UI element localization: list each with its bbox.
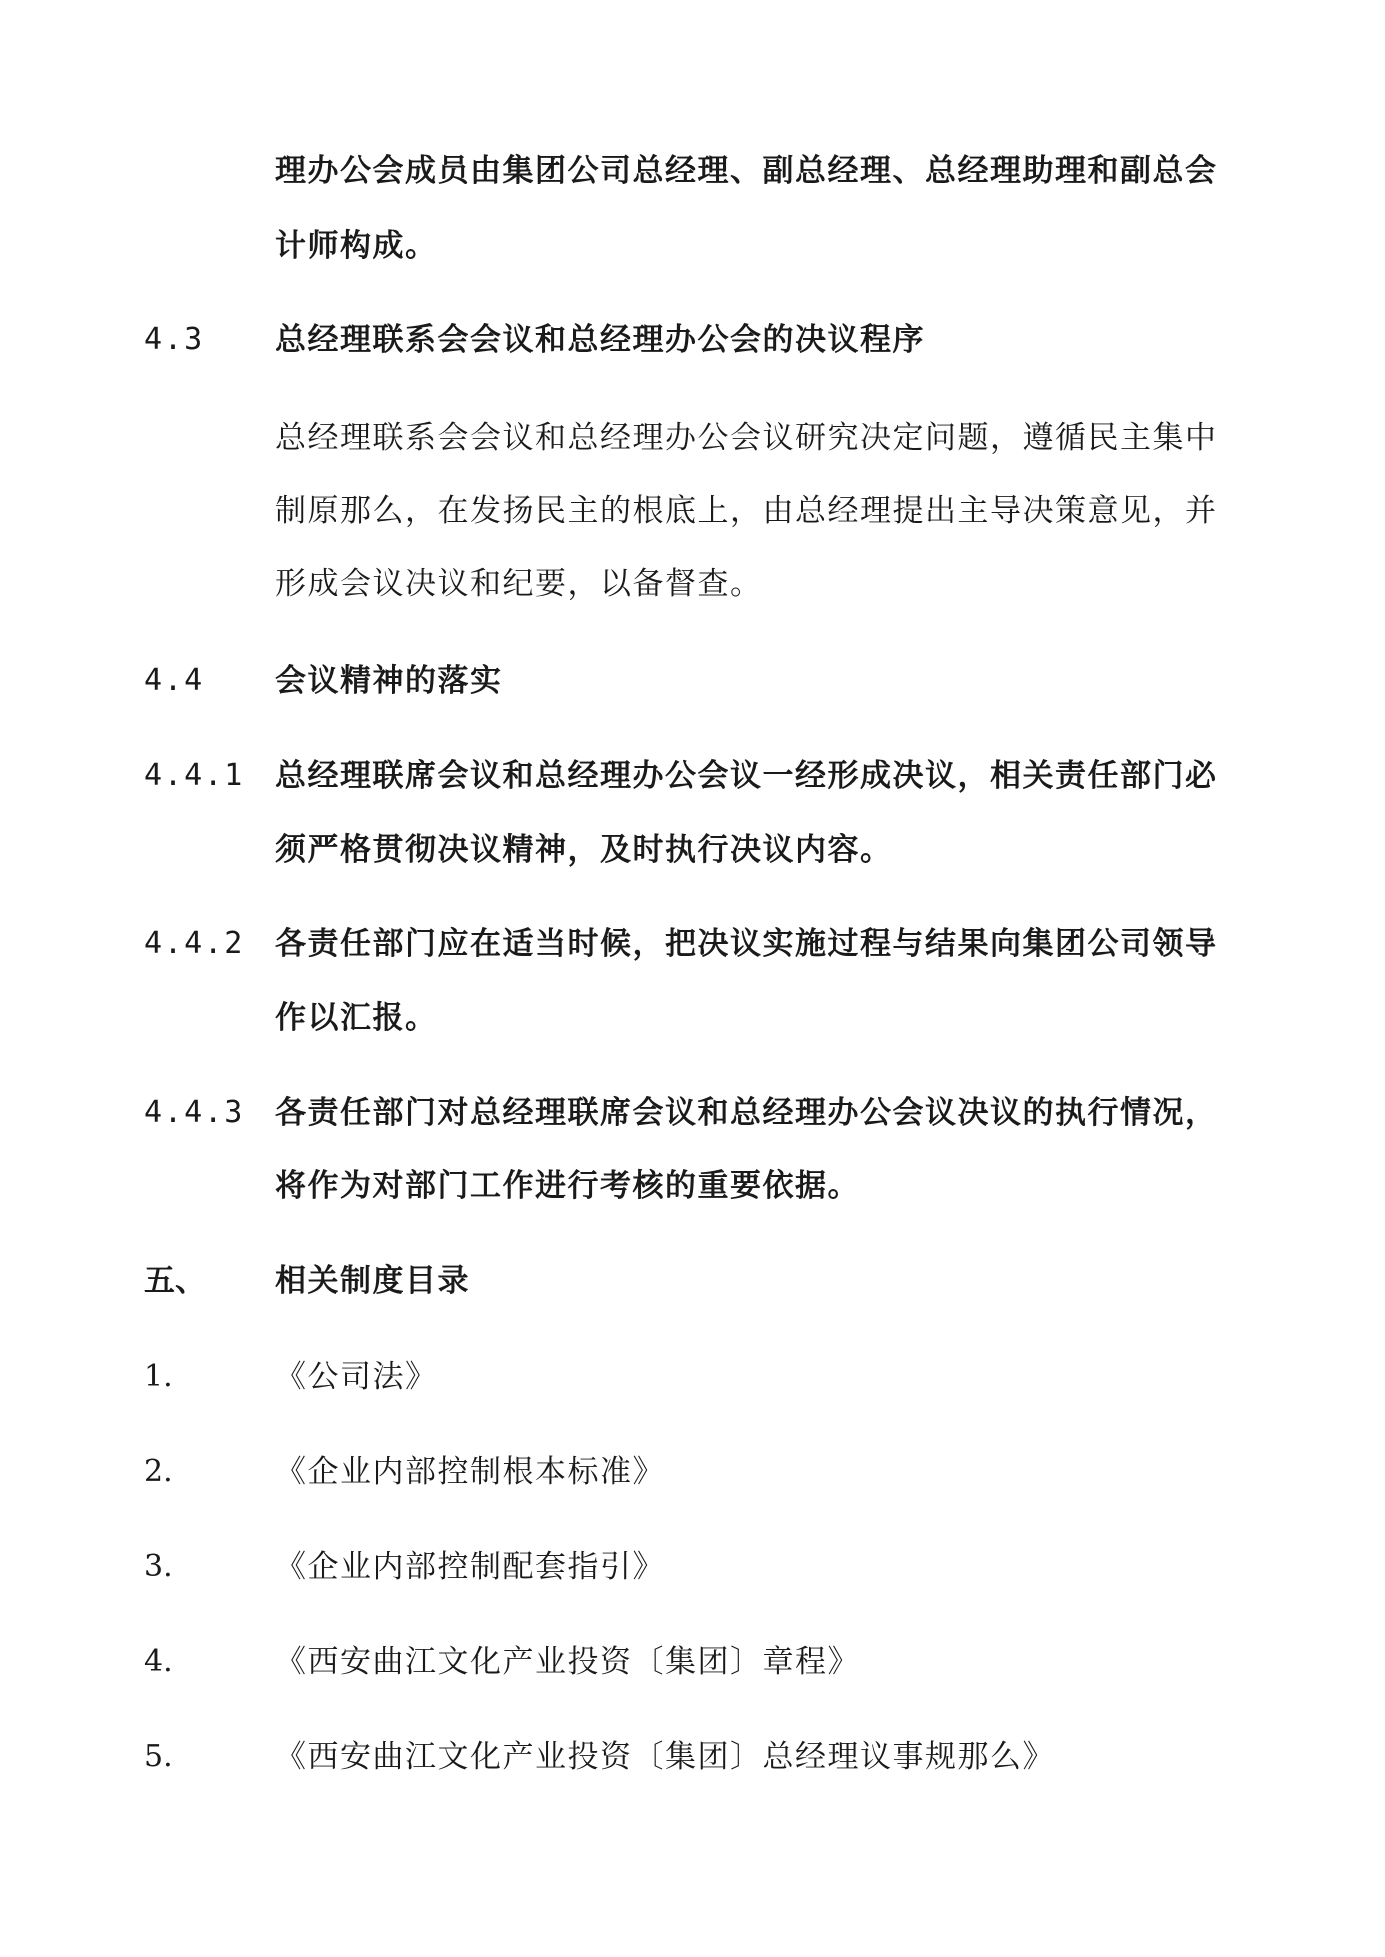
list-item — [0, 1347, 1385, 1407]
intro-line — [0, 216, 1385, 276]
list-item-text: 《公司法》 — [275, 1359, 438, 1395]
intro-text: 理办公会成员由集团公司总经理、副总经理、总经理助理和副总会 — [275, 153, 1218, 189]
clause-4-4-1 — [0, 746, 1385, 806]
paragraph-text: 制原那么，在发扬民主的根底上，由总经理提出主导决策意见，并 — [275, 493, 1218, 529]
list-item — [0, 1632, 1385, 1692]
clause-number: 4.4.1 — [144, 758, 245, 793]
clause-line — [0, 1156, 1385, 1216]
list-item-text: 《企业内部控制根本标准》 — [275, 1454, 665, 1490]
section-title: 总经理联系会会议和总经理办公会的决议程序 — [275, 322, 925, 358]
section-heading-4-4 — [0, 651, 1385, 711]
section-number: 4.4 — [144, 663, 205, 698]
list-item — [0, 1727, 1385, 1787]
list-item — [0, 1442, 1385, 1502]
list-item-text: 《西安曲江文化产业投资〔集团〕章程》 — [275, 1644, 860, 1680]
clause-text: 各责任部门应在适当时候，把决议实施过程与结果向集团公司领导 — [275, 926, 1218, 962]
clause-line — [0, 988, 1385, 1048]
list-item-number: 1. — [144, 1359, 173, 1394]
clause-4-4-3 — [0, 1083, 1385, 1143]
clause-number: 4.4.3 — [144, 1095, 245, 1130]
section-number: 五、 — [144, 1263, 206, 1299]
clause-text: 将作为对部门工作进行考核的重要依据。 — [275, 1168, 860, 1204]
paragraph-text: 形成会议决议和纪要，以备督查。 — [275, 566, 763, 602]
paragraph-line — [0, 408, 1385, 468]
section-title: 相关制度目录 — [275, 1263, 470, 1299]
clause-text: 各责任部门对总经理联席会议和总经理办公会议决议的执行情况， — [275, 1095, 1218, 1131]
section-number: 4.3 — [144, 322, 205, 357]
clause-line — [0, 820, 1385, 880]
paragraph-text: 总经理联系会会议和总经理办公会议研究决定问题，遵循民主集中 — [275, 420, 1218, 456]
paragraph-line — [0, 554, 1385, 614]
list-item-text: 《企业内部控制配套指引》 — [275, 1549, 665, 1585]
section-heading-5 — [0, 1251, 1385, 1311]
list-item-number: 4. — [144, 1644, 173, 1679]
section-title: 会议精神的落实 — [275, 663, 503, 699]
list-item — [0, 1537, 1385, 1597]
list-item-text: 《西安曲江文化产业投资〔集团〕总经理议事规那么》 — [275, 1739, 1055, 1775]
list-item-number: 3. — [144, 1549, 173, 1584]
clause-text: 须严格贯彻决议精神，及时执行决议内容。 — [275, 832, 893, 868]
list-item-number: 2. — [144, 1454, 173, 1489]
section-heading-4-3 — [0, 310, 1385, 370]
paragraph-line — [0, 481, 1385, 541]
clause-text: 作以汇报。 — [275, 1000, 438, 1036]
intro-line — [0, 141, 1385, 201]
clause-text: 总经理联席会议和总经理办公会议一经形成决议，相关责任部门必 — [275, 758, 1218, 794]
list-item-number: 5. — [144, 1739, 173, 1774]
clause-4-4-2 — [0, 914, 1385, 974]
intro-text: 计师构成。 — [275, 228, 438, 264]
clause-number: 4.4.2 — [144, 926, 245, 961]
